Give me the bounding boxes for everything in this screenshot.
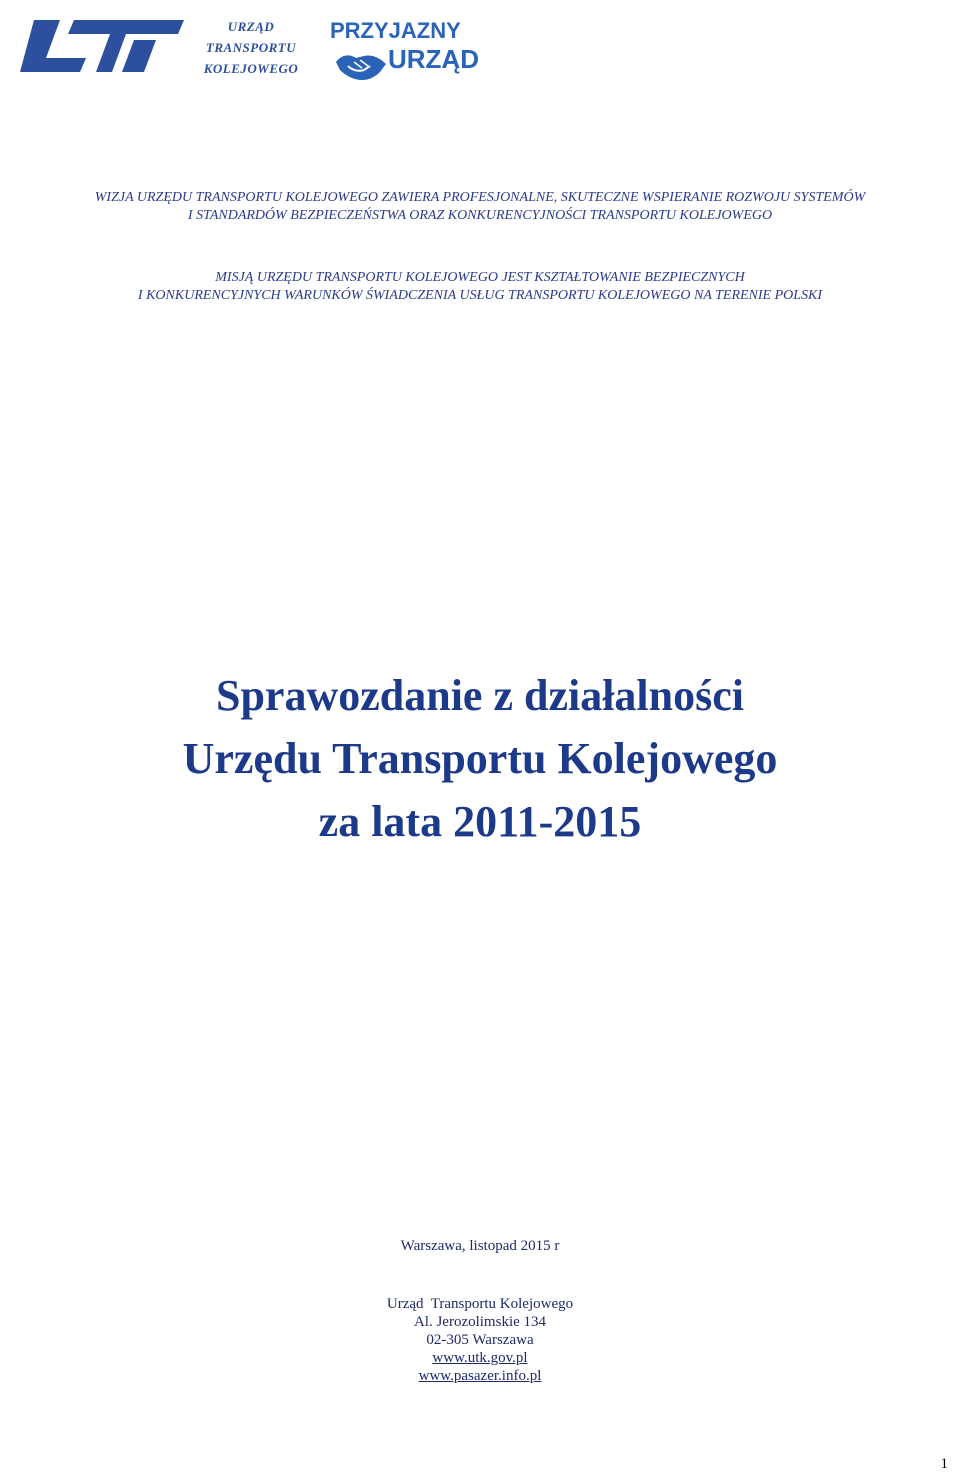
mission-line1: MISJĄ URZĘDU TRANSPORTU KOLEJOWEGO JEST KSZTAŁTOWANIE BEZPIECZNYCH [215,270,745,285]
utk-emblem-icon [16,14,186,76]
place-date: Warszawa, listopad 2015 r [400,1238,560,1254]
mission-line2: I KONKURENCYJNYCH WARUNKÓW ŚWIADCZENIA USŁUG TRANSPORTU KOLEJOWEGO NA TERENIE POLSKI [137,288,823,303]
utk-logo-line3: KOLEJOWEGO [203,61,299,76]
page-number: 1 [940,1456,948,1472]
address-org: Urząd Transportu Kolejowego [386,1296,574,1312]
report-title-line1: Sprawozdanie z działalności [215,671,745,720]
utk-logo [16,14,316,80]
przyjazny-logo-line1: PRZYJAZNY [330,18,461,43]
website-link-pasazer[interactable]: www.pasazer.info.pl [418,1368,542,1384]
utk-logo-line2: TRANSPORTU [205,40,297,55]
address-city: 02-305 Warszawa [426,1332,534,1348]
address-block [0,1295,960,1385]
vision-statement [0,189,960,225]
report-title-line2: Urzędu Transportu Kolejowego [182,734,778,783]
przyjazny-logo-line2: URZĄD [388,44,479,74]
vision-line1: WIZJA URZĘDU TRANSPORTU KOLEJOWEGO ZAWIERA PROFESJONALNE, SKUTECZNE WSPIERANIE ROZWOJU SYSTEMÓW [94,190,866,205]
przyjazny-urzad-logo [330,18,485,86]
vision-line2: I STANDARDÓW BEZPIECZEŃSTWA ORAZ KONKURENCYJNOŚCI TRANSPORTU KOLEJOWEGO [187,208,773,223]
mission-statement [0,269,960,305]
utk-logo-text [186,16,316,79]
report-title-line3: za lata 2011-2015 [318,797,642,846]
handshake-icon [334,48,388,84]
website-link-utk[interactable]: www.utk.gov.pl [432,1350,528,1366]
utk-logo-line1: URZĄD [227,19,275,34]
address-street: Al. Jerozolimskie 134 [413,1314,547,1330]
report-title [0,664,960,853]
